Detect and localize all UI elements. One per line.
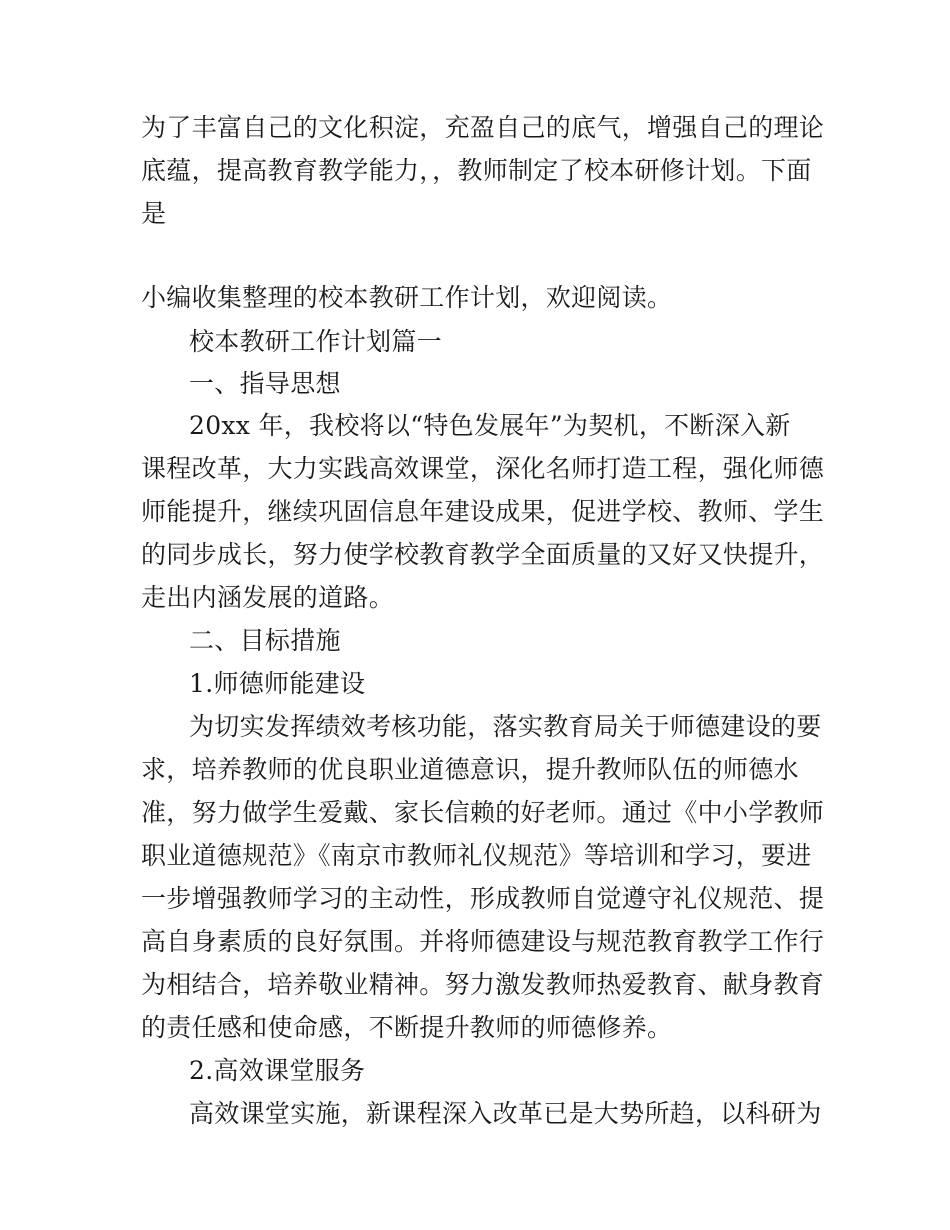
sub2-heading: 2.高效课堂服务 (189, 1056, 366, 1085)
sub1-line-5: 一步增强教师学习的主动性，形成教师自觉遵守礼仪规范、提 (141, 884, 825, 913)
sub1-line-8: 的责任感和使命感，不断提升教师的师德修养。 (141, 1013, 673, 1042)
sub1-line-6: 高自身素质的良好氛围。并将师德建设与规范教育教学工作行 (141, 927, 825, 956)
section1-line-1: 20xx 年，我校将以“特色发展年”为契机，不断深入新 (189, 411, 791, 440)
sub1-heading: 1.师德师能建设 (189, 669, 366, 698)
sub1-line-2: 求，培养教师的优良职业道德意识，提升教师队伍的师德水 (141, 755, 799, 784)
sub1-line-3: 准，努力做学生爱戴、家长信赖的好老师。通过《中小学教师 (141, 798, 825, 827)
section1-heading: 一、指导思想 (189, 369, 341, 398)
section1-line-2: 课程改革，大力实践高效课堂，深化名师打造工程，强化师德 (141, 454, 825, 483)
sub2-line-1: 高效课堂实施，新课程深入改革已是大势所趋，以科研为 (189, 1099, 822, 1128)
section1-line-4: 的同步成长，努力使学校教育教学全面质量的又好又快提升， (141, 540, 825, 569)
intro-line-3: 是 (141, 199, 167, 228)
intro-line-4: 小编收集整理的校本教研工作计划，欢迎阅读。 (141, 283, 673, 312)
sub1-line-7: 为相结合，培养敬业精神。努力激发教师热爱教育、献身教育 (141, 970, 825, 999)
sub1-line-4: 职业道德规范》《南京市教师礼仪规范》等培训和学习，要进 (141, 841, 812, 870)
section2-heading: 二、目标措施 (189, 626, 341, 655)
intro-line-2: 底蕴，提高教育教学能力，，教师制定了校本研修计划。下面 (141, 156, 812, 185)
section1-line-5: 走出内涵发展的道路。 (141, 583, 395, 612)
intro-line-1: 为了丰富自己的文化积淀，充盈自己的底气，增强自己的理论 (141, 113, 825, 142)
section1-line-3: 师能提升，继续巩固信息年建设成果，促进学校、教师、学生 (141, 497, 825, 526)
article-title: 校本教研工作计划篇一 (189, 327, 443, 356)
sub1-line-1: 为切实发挥绩效考核功能，落实教育局关于师德建设的要 (189, 712, 822, 741)
